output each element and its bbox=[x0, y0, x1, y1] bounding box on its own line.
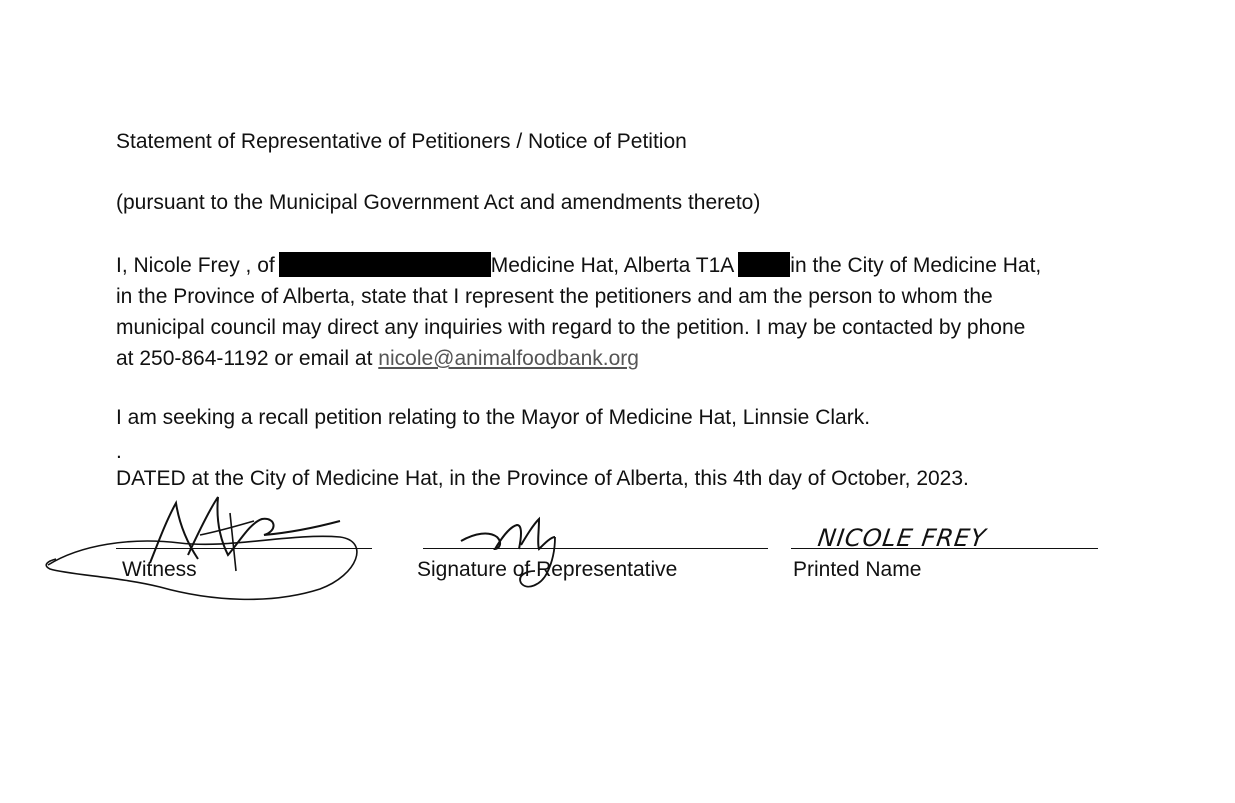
printed-name-handwriting: NICOLE FREY bbox=[816, 524, 989, 552]
statement-line-1 bbox=[116, 250, 1126, 281]
statement-line-1-start: I, Nicole Frey , of bbox=[116, 254, 275, 277]
witness-label: Witness bbox=[122, 558, 197, 581]
statement-line-3: municipal council may direct any inquiries with regard to the petition. I may be contacted by phone bbox=[116, 316, 1026, 339]
redacted-address-block bbox=[279, 252, 491, 277]
printed-name-line bbox=[791, 548, 1098, 549]
representative-label: Signature of Representative bbox=[417, 558, 678, 581]
stray-dot: . bbox=[116, 440, 122, 463]
document-title: Statement of Representative of Petitioners / Notice of Petition bbox=[116, 130, 687, 153]
document-subtitle: (pursuant to the Municipal Government Act and amendments thereto) bbox=[116, 191, 761, 214]
representative-signature-line bbox=[423, 548, 768, 549]
dated-statement: DATED at the City of Medicine Hat, in the Province of Alberta, this 4th day of October, 2023. bbox=[116, 467, 969, 490]
redacted-postal-code-block bbox=[738, 252, 790, 277]
witness-signature-line bbox=[116, 548, 372, 549]
statement-line-1-mid: Medicine Hat, Alberta T1A bbox=[490, 254, 735, 277]
recall-statement: I am seeking a recall petition relating to the Mayor of Medicine Hat, Linnsie Clark. bbox=[116, 406, 871, 429]
statement-line-1-end: in the City of Medicine Hat, bbox=[790, 254, 1042, 277]
statement-line-2: in the Province of Alberta, state that I represent the petitioners and am the person to whom the bbox=[116, 285, 993, 308]
representative-signature bbox=[455, 515, 585, 595]
printed-name-label: Printed Name bbox=[793, 558, 922, 581]
contact-prefix: at 250-864-1192 or email at bbox=[116, 347, 373, 370]
witness-signature bbox=[40, 485, 380, 605]
email-link[interactable]: nicole@animalfoodbank.org bbox=[378, 347, 639, 370]
statement-line-4 bbox=[116, 343, 1126, 374]
statement-paragraph bbox=[116, 250, 1126, 374]
